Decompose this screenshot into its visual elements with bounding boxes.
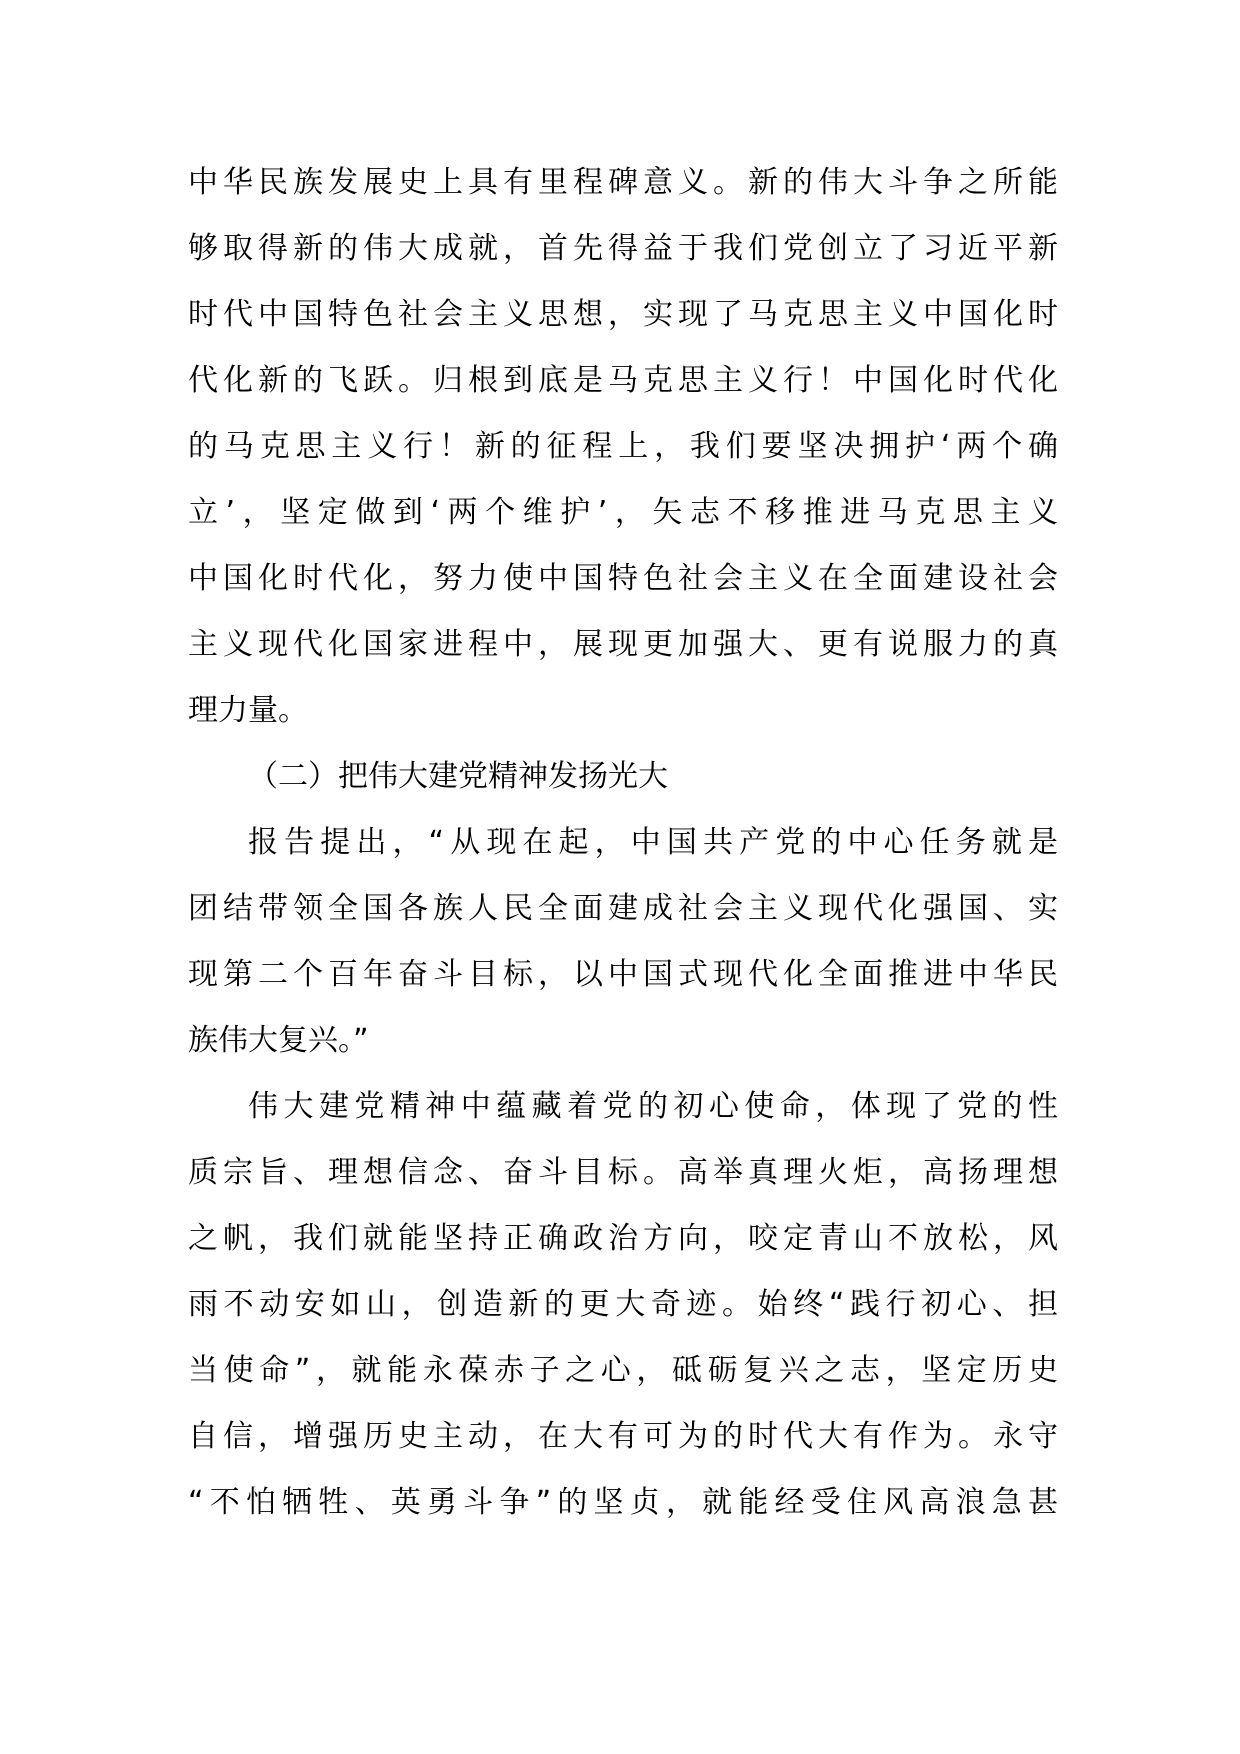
text-line: 之帆，我们就能坚持正确政治方向，咬定青山不放松，风 bbox=[188, 1221, 1058, 1256]
text-line: 雨不动安如山，创造新的更大奇迹。始终“践行初心、担 bbox=[188, 1287, 1058, 1322]
text-line: “不怕牺牲、英勇斗争”的坚贞，就能经受住风高浪急甚 bbox=[188, 1485, 1058, 1520]
paragraph-first-line: 伟大建党精神中蕴藏着党的初心使命，体现了党的性 bbox=[248, 1089, 1058, 1124]
text-line: 时代中国特色社会主义思想，实现了马克思主义中国化时 bbox=[188, 297, 1058, 332]
text-line: 立’，坚定做到‘两个维护’，矢志不移推进马克思主义 bbox=[188, 495, 1058, 530]
text-line: 质宗旨、理想信念、奋斗目标。高举真理火炬，高扬理想 bbox=[188, 1155, 1058, 1190]
paragraph-first-line: 报告提出，“从现在起，中国共产党的中心任务就是 bbox=[248, 825, 1058, 860]
text-line: 族伟大复兴。” bbox=[188, 1023, 369, 1058]
text-line: 现第二个百年奋斗目标，以中国式现代化全面推进中华民 bbox=[188, 957, 1058, 992]
text-line: 的马克思主义行！新的征程上，我们要坚决拥护‘两个确 bbox=[188, 429, 1058, 464]
text-line: 团结带领全国各族人民全面建成社会主义现代化强国、实 bbox=[188, 891, 1058, 926]
text-line: 理力量。 bbox=[188, 693, 308, 728]
text-line: 当使命”，就能永葆赤子之心，砥砺复兴之志，坚定历史 bbox=[188, 1353, 1058, 1388]
section-heading: （二）把伟大建党精神发扬光大 bbox=[248, 759, 668, 794]
text-line: 中国化时代化，努力使中国特色社会主义在全面建设社会 bbox=[188, 561, 1058, 596]
text-line: 代化新的飞跃。归根到底是马克思主义行！中国化时代化 bbox=[188, 363, 1058, 398]
text-line: 自信，增强历史主动，在大有可为的时代大有作为。永守 bbox=[188, 1419, 1058, 1454]
text-line: 中华民族发展史上具有里程碑意义。新的伟大斗争之所能 bbox=[188, 165, 1058, 200]
text-line: 够取得新的伟大成就，首先得益于我们党创立了习近平新 bbox=[188, 231, 1058, 266]
text-line: 主义现代化国家进程中，展现更加强大、更有说服力的真 bbox=[188, 627, 1058, 662]
body-text bbox=[188, 150, 1058, 1536]
